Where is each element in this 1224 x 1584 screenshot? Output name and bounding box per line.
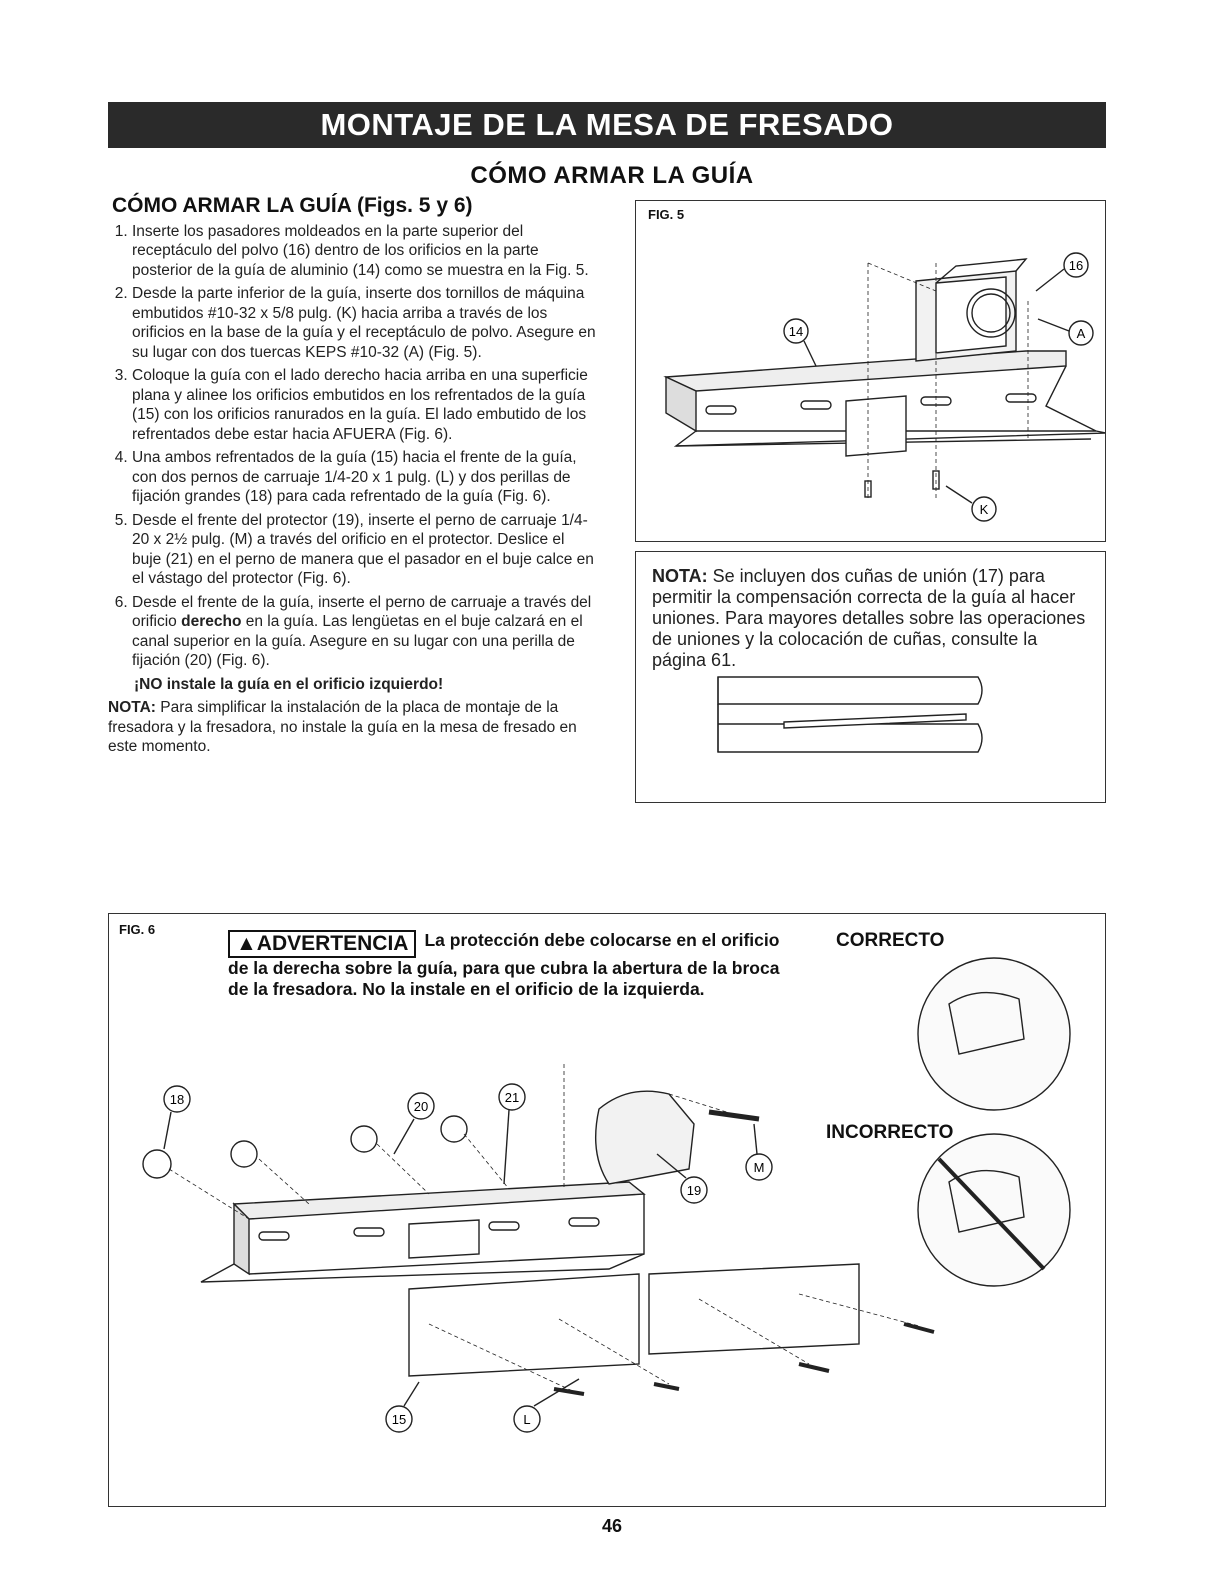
step-6 [132, 593, 598, 671]
incorrecto-label: INCORRECTO [826, 1122, 954, 1143]
fig6-callout-20: 20 [413, 1099, 429, 1114]
steps-list [108, 222, 598, 671]
fig5-callout-16: 16 [1068, 258, 1084, 273]
fig5-callout-14: 14 [788, 324, 804, 339]
warning-triangle-icon: ▲ [236, 932, 257, 955]
nota-box [635, 551, 1106, 803]
fig6-callout-15: 15 [391, 1412, 407, 1427]
step-6-bold: derecho [181, 613, 242, 630]
step-1: 1. Inserte los pasadores moldeados en la parte superior del receptáculo del polvo (16) dentro de los orificios en la parte posterior de la guía de aluminio (14) como se muestra en la Fig. 5. [132, 222, 598, 281]
step-6-pre: Desde el frente de la guía, inserte el perno de carruaje a través del orificio [132, 593, 592, 630]
fig6-callout-18: 18 [169, 1092, 185, 1107]
section-banner: MONTAJE DE LA MESA DE FRESADO [108, 102, 1106, 148]
fig6-callout-21: 21 [504, 1090, 520, 1105]
nota-text: Para simplificar la instalación de la placa de montaje de la fresadora y la fresadora, no instale la guía en la mesa de fresado en este momento. [108, 699, 577, 755]
step-2: 2. Desde la parte inferior de la guía, inserte dos tornillos de máquina embutidos #10-32 x 5/8 pulg. (K) hacia arriba a través de los orificios en la base de la guía y el receptáculo de polvo. Asegure en su lugar con dos tuercas KEPS #10-32 (A) (Fig. 5). [132, 284, 598, 362]
warning-tag [228, 930, 416, 958]
instructions-heading: CÓMO ARMAR LA GUÍA (Figs. 5 y 6) [112, 194, 473, 217]
fig5-illustration [636, 201, 1105, 541]
step-3: 3. Coloque la guía con el lado derecho hacia arriba en una superficie plana y alinee los orificios embutidos en los refrentados de la guía (15) con los orificios ranurados en la guía. El lado embutido de los refrentados debe estar hacia AFUERA (Fig. 6). [132, 366, 598, 444]
fig5-callout-K: K [979, 502, 989, 517]
correcto-label: CORRECTO [836, 930, 945, 951]
fig5-label: FIG. 5 [648, 207, 685, 222]
warning-block [228, 930, 788, 1000]
instructions-column [108, 196, 598, 757]
step-6-post: en la guía. Las lengüetas en el buje calzará en el canal superior en la guía. Asegure en su lugar con una perilla de fijación (20) (Fig. 6). [132, 613, 583, 669]
fig5-box [635, 200, 1106, 542]
shims-illustration [636, 552, 1105, 802]
fig5-callout-A: A [1076, 326, 1086, 341]
warning-tag-text: ADVERTENCIA [256, 932, 409, 955]
nota-box-body: Se incluyen dos cuñas de unión (17) para permitir la compensación correcta de la guía al hacer uniones. Para mayores detalles sobre las operaciones de uniones y la colocación de cuñas, consulte la página 61. [652, 566, 1086, 670]
fig6-label: FIG. 6 [119, 922, 156, 937]
warning-line: ¡NO instale la guía en el orificio izquierdo! [134, 675, 444, 693]
step-4: 4. Una ambos refrentados de la guía (15) hacia el frente de la guía, con dos pernos de carruaje 1/4-20 x 1 pulg. (L) y dos perillas de fijación grandes (18) para cada refrentado de la guía (Fig. 6). [132, 448, 598, 507]
fig6-box [108, 913, 1106, 1507]
nota-paragraph [108, 698, 598, 757]
nota-label: NOTA: [108, 699, 156, 716]
fig6-callout-19: 19 [686, 1183, 702, 1198]
step-5: 5. Desde el frente del protector (19), inserte el perno de carruaje 1/4-20 x 2½ pulg. (M) a través del orificio en el protector. Deslice el buje (21) en el perno de manera que el pasador en el buje calce en el vástago del protector (Fig. 6). [132, 511, 598, 589]
warning-text: La protección debe colocarse en el orificio de la derecha sobre la guía, para que cubra la abertura de la broca de la fresadora. No la instale en el orificio de la izquierda. [228, 930, 780, 999]
fig6-illustration [109, 914, 1105, 1506]
fig6-callout-M: M [753, 1160, 765, 1175]
page-number: 46 [601, 1516, 623, 1536]
section-subtitle: CÓMO ARMAR LA GUÍA [470, 162, 754, 189]
nota-box-label: NOTA: [652, 566, 708, 586]
fig6-callout-L: L [523, 1412, 531, 1427]
